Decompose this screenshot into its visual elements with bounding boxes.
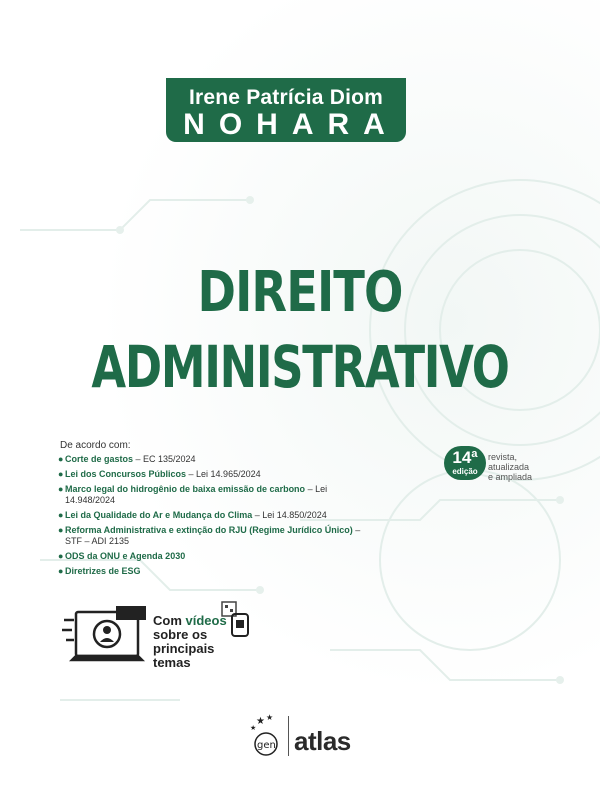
topic-reference: – Lei 14.965/2024	[186, 469, 261, 479]
topic-reference: – STF – ADI 2135	[65, 525, 361, 546]
topic-name: Diretrizes de ESG	[65, 566, 141, 576]
bullet-icon: ●	[58, 566, 64, 576]
list-item	[58, 551, 378, 562]
edition-note-revised: revista,	[488, 452, 518, 462]
bullet-icon: ●	[58, 510, 64, 520]
svg-text:★: ★	[256, 716, 265, 727]
topic-reference: – Lei 14.850/2024	[252, 510, 327, 520]
svg-text:★: ★	[266, 713, 274, 722]
author-first-names: Irene Patrícia Diom	[188, 86, 384, 109]
topics-list	[58, 454, 378, 581]
list-item	[58, 454, 378, 465]
author-banner	[166, 78, 406, 142]
video-callout-line-3: principais	[153, 641, 215, 656]
bullet-icon: ●	[58, 525, 64, 535]
video-callout-line-4: temas	[153, 655, 191, 670]
gen-logo	[246, 712, 284, 758]
edition-label: edição	[452, 467, 478, 476]
publisher-logos	[246, 712, 366, 760]
topic-name: Corte de gastos	[65, 454, 134, 464]
bullet-icon: ●	[58, 484, 64, 494]
topic-name: Marco legal do hidrogênio de baixa emissão de carbono	[65, 484, 306, 494]
bullet-icon: ●	[58, 454, 64, 464]
video-callout-line-2: sobre os	[153, 627, 208, 642]
topic-reference: – Lei 14.948/2024	[65, 484, 328, 505]
topic-name: ODS da ONU e Agenda 2030	[65, 551, 186, 561]
bullet-icon: ●	[58, 551, 64, 561]
list-item	[58, 566, 378, 577]
list-item	[58, 510, 378, 521]
book-title-line-1: DIREITO	[197, 260, 403, 325]
edition-notes	[488, 452, 532, 482]
gen-logo-text: gen	[257, 740, 276, 751]
qr-code-phone-icon	[218, 600, 252, 638]
list-item	[58, 484, 378, 506]
video-callout-highlight: vídeos	[185, 613, 227, 628]
edition-note-updated: atualizada	[488, 462, 530, 472]
edition-number: 14ª	[452, 448, 478, 467]
video-lesson-icon	[62, 598, 152, 670]
svg-text:★: ★	[250, 724, 257, 732]
book-title-line-2: ADMINISTRATIVO	[91, 333, 509, 401]
topic-reference: – EC 135/2024	[133, 454, 196, 464]
list-item	[58, 469, 378, 480]
logo-divider	[288, 716, 289, 756]
topic-name: Reforma Administrativa e extinção do RJU (Regime Jurídico Único)	[65, 525, 353, 535]
topic-name: Lei da Qualidade do Ar e Mudança do Clima	[65, 510, 253, 520]
topic-name: Lei dos Concursos Públicos	[65, 469, 187, 479]
bullet-icon: ●	[58, 469, 64, 479]
topics-intro: De acordo com:	[60, 440, 131, 451]
video-callout-prefix: Com	[153, 613, 186, 628]
author-last-name: NOHARA	[183, 108, 399, 141]
edition-badge	[444, 446, 486, 480]
video-callout	[153, 614, 227, 670]
list-item	[58, 525, 378, 547]
atlas-logo: atlas	[294, 726, 351, 756]
edition-note-expanded: e ampliada	[488, 472, 533, 482]
